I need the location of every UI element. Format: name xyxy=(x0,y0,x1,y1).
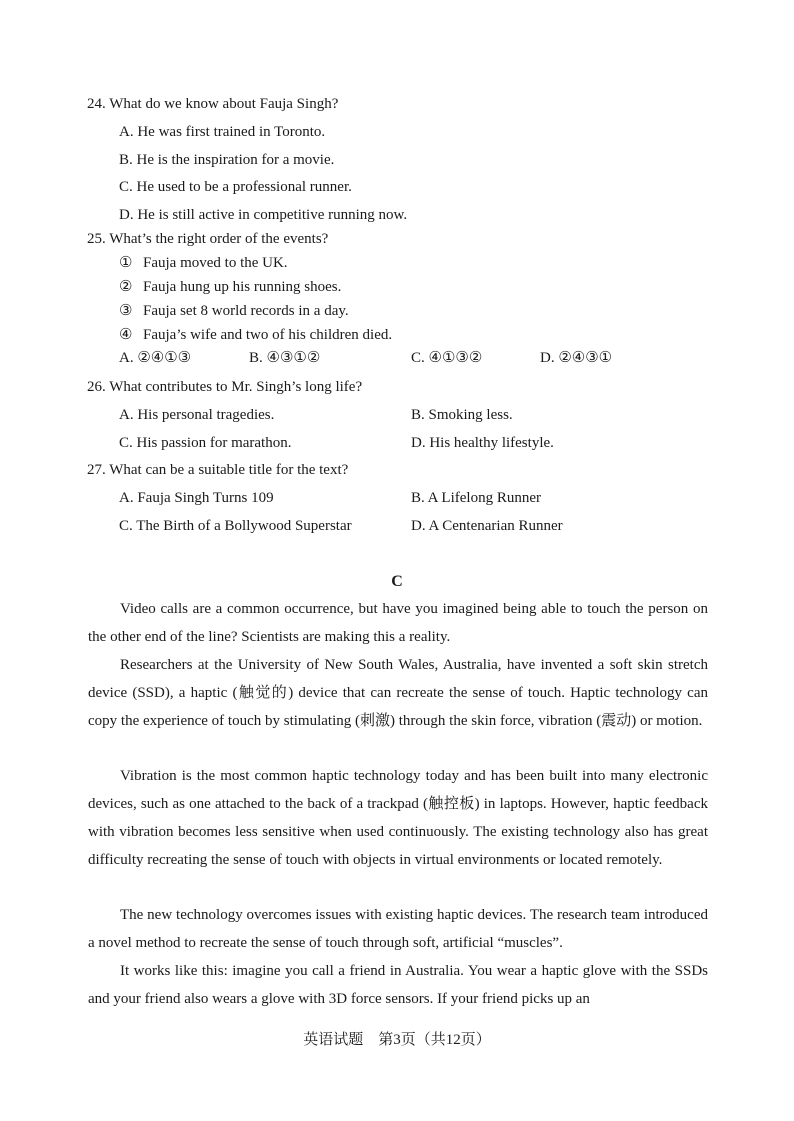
question-25-option-a: A. ②④①③ xyxy=(119,350,192,366)
event-number: ④ xyxy=(119,327,133,343)
event-number: ① xyxy=(119,255,133,271)
question-27-stem: 27. What can be a suitable title for the text? xyxy=(87,462,349,478)
question-25-event xyxy=(119,253,288,273)
page-footer: 英语试题 第3页（共12页） xyxy=(303,1032,491,1048)
question-27-option-b: B. A Lifelong Runner xyxy=(411,490,541,506)
event-text: Fauja set 8 world records in a day. xyxy=(143,303,349,319)
passage-paragraph-5: It works like this: imagine you call a friend in Australia. You wear a haptic glove with the SSDs and your friend also wears a glove with 3D force sensors. If your friend picks up an xyxy=(88,963,708,1007)
passage-paragraph-1: Video calls are a common occurrence, but have you imagined being able to touch the person on the other end of the line? Scientists are making this a reality. xyxy=(88,601,708,645)
question-27-option-c: C. The Birth of a Bollywood Superstar xyxy=(119,518,352,534)
question-26-option-a: A. His personal tragedies. xyxy=(119,407,275,423)
question-26-stem: 26. What contributes to Mr. Singh’s long life? xyxy=(87,379,363,395)
event-text: Fauja’s wife and two of his children died. xyxy=(143,327,393,343)
question-25-event xyxy=(119,325,392,345)
question-27-option-d: D. A Centenarian Runner xyxy=(411,518,563,534)
question-26-option-d: D. His healthy lifestyle. xyxy=(411,435,554,451)
passage-paragraph-2: Researchers at the University of New South Wales, Australia, have invented a soft skin stretch device (SSD), a haptic (触觉的) device that can recreate the sense of touch. Haptic technology can copy the experience of touch by stimulating (刺激) through the skin force, vibration (震动) or motion. xyxy=(88,657,708,729)
question-25-option-c: C. ④①③② xyxy=(411,350,483,366)
question-26-option-b: B. Smoking less. xyxy=(411,407,513,423)
question-24-option-d: D. He is still active in competitive running now. xyxy=(119,207,408,223)
question-24-option-b: B. He is the inspiration for a movie. xyxy=(119,152,335,168)
question-25-stem: 25. What’s the right order of the events? xyxy=(87,231,329,247)
event-text: Fauja hung up his running shoes. xyxy=(143,279,342,295)
event-text: Fauja moved to the UK. xyxy=(143,255,288,271)
question-24-option-c: C. He used to be a professional runner. xyxy=(119,179,352,195)
question-25-event xyxy=(119,277,341,297)
question-24-option-a: A. He was first trained in Toronto. xyxy=(119,124,326,140)
question-26-option-c: C. His passion for marathon. xyxy=(119,435,292,451)
passage-paragraph-3: Vibration is the most common haptic technology today and has been built into many electronic devices, such as one attached to the back of a trackpad (触控板) in laptops. However, haptic feedback with vibration becomes less sensitive when used continuously. The existing technology also has great difficulty recreating the sense of touch with objects in virtual environments or located remotely. xyxy=(88,768,708,868)
event-number: ③ xyxy=(119,303,133,319)
question-27-option-a: A. Fauja Singh Turns 109 xyxy=(119,490,274,506)
question-25-option-b: B. ④③①② xyxy=(249,350,321,366)
passage-paragraph-4: The new technology overcomes issues with existing haptic devices. The research team introduced a novel method to recreate the sense of touch through soft, artificial “muscles”. xyxy=(88,907,708,951)
question-24-stem: 24. What do we know about Fauja Singh? xyxy=(87,96,339,112)
section-heading: C xyxy=(391,573,403,590)
question-25-event xyxy=(119,301,349,321)
event-number: ② xyxy=(119,279,133,295)
question-25-option-d: D. ②④③① xyxy=(540,350,613,366)
